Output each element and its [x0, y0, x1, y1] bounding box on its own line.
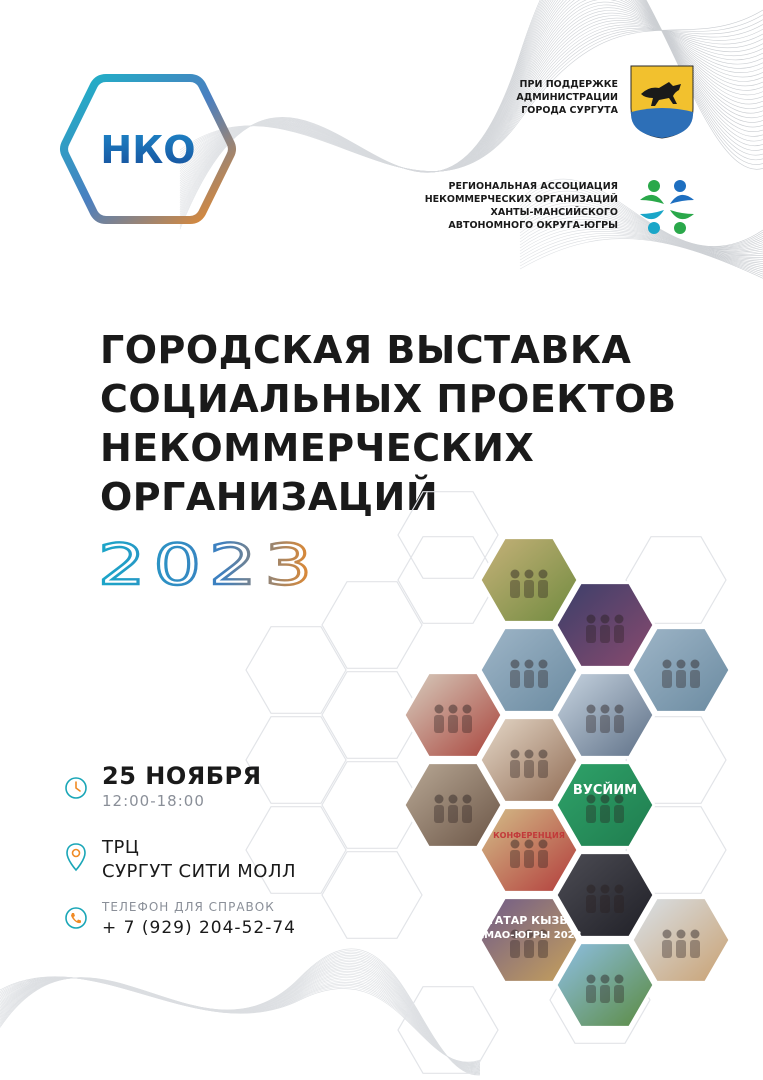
conference-banner-text: КОНФЕРЕНЦИЯ: [493, 831, 565, 840]
title-line: ОРГАНИЗАЦИЙ: [100, 475, 439, 519]
photo-figure: [615, 705, 624, 714]
hex-outline: [398, 492, 498, 579]
photo-figure: [600, 715, 610, 733]
photo-figure: [614, 715, 624, 733]
venue-line-1: ТРЦ: [102, 837, 140, 858]
photo-figure: [539, 840, 548, 849]
photo-figure: [587, 705, 596, 714]
photo-figure: [524, 850, 534, 868]
phone-icon: [64, 906, 88, 930]
photo-figure: [448, 715, 458, 733]
photo-figure: [524, 760, 534, 778]
photo-figure: [462, 715, 472, 733]
photo-figure: [525, 840, 534, 849]
photo-figure: [511, 660, 520, 669]
photo-figure: [539, 750, 548, 759]
photo-figure: [510, 760, 520, 778]
photo-figure: [539, 570, 548, 579]
photo-figure: [662, 670, 672, 688]
photo-figure: [524, 580, 534, 598]
photo-figure: [538, 670, 548, 688]
photo-figure: [538, 940, 548, 958]
photo-figure: [586, 715, 596, 733]
photo-figure: [434, 805, 444, 823]
phone-label: ТЕЛЕФОН ДЛЯ СПРАВОК: [102, 900, 275, 914]
photo-figure: [586, 625, 596, 643]
photo-figure: [538, 580, 548, 598]
support-line: ГОРОДА СУРГУТА: [521, 105, 618, 116]
event-time: 12:00-18:00: [102, 792, 205, 810]
nko-logo-text: НКО: [100, 128, 196, 172]
photo-figure: [663, 930, 672, 939]
contest-banner-subtext: ХМАО-ЮГРЫ 2023: [476, 930, 582, 941]
photo-figure: [449, 705, 458, 714]
photo-figure: [600, 895, 610, 913]
photo-figure: [586, 805, 596, 823]
photo-figure: [614, 985, 624, 1003]
association-line: РЕГИОНАЛЬНАЯ АССОЦИАЦИЯ: [448, 181, 618, 192]
photo-figure: [614, 625, 624, 643]
photo-figure: [463, 705, 472, 714]
photo-figure: [690, 940, 700, 958]
photo-figure: [690, 670, 700, 688]
photo-figure: [691, 930, 700, 939]
photo-figure: [448, 805, 458, 823]
photo-figure: [538, 760, 548, 778]
photo-figure: [601, 705, 610, 714]
contest-banner-text: ТАТАР КЫЗЫ: [487, 914, 571, 927]
photo-figure: [525, 660, 534, 669]
title-line: СОЦИАЛЬНЫХ ПРОЕКТОВ: [100, 377, 677, 421]
photo-figure: [614, 895, 624, 913]
location-pin-icon: [64, 842, 88, 872]
photo-figure: [600, 985, 610, 1003]
photo-figure: [449, 795, 458, 804]
photo-figure: [676, 670, 686, 688]
photo-figure: [676, 940, 686, 958]
photo-figure: [663, 660, 672, 669]
photo-figure: [462, 805, 472, 823]
photo-figure: [601, 975, 610, 984]
photo-figure: [601, 615, 610, 624]
photo-figure: [587, 885, 596, 894]
photo-figure: [463, 795, 472, 804]
photo-figure: [524, 670, 534, 688]
photo-figure: [586, 985, 596, 1003]
photo-figure: [539, 660, 548, 669]
association-line: НЕКОММЕРЧЕСКИХ ОРГАНИЗАЦИЙ: [424, 194, 618, 205]
year-text: 2023: [98, 536, 320, 596]
photo-figure: [601, 885, 610, 894]
photo-figure: [615, 885, 624, 894]
phone-number[interactable]: + 7 (929) 204-52-74: [102, 918, 296, 938]
photo-figure: [525, 750, 534, 759]
photo-figure: [691, 660, 700, 669]
photo-figure: [600, 805, 610, 823]
photo-figure: [435, 705, 444, 714]
title-line: ГОРОДСКАЯ ВЫСТАВКА: [100, 328, 632, 372]
photo-figure: [677, 930, 686, 939]
hex-outline: [398, 987, 498, 1074]
photo-figure: [510, 580, 520, 598]
venue-line-2: СУРГУТ СИТИ МОЛЛ: [102, 861, 297, 882]
support-line: АДМИНИСТРАЦИИ: [516, 92, 618, 103]
photo-figure: [510, 670, 520, 688]
photo-figure: [677, 660, 686, 669]
photo-figure: [587, 975, 596, 984]
photo-figure: [511, 840, 520, 849]
support-line: ПРИ ПОДДЕРЖКЕ: [519, 79, 618, 90]
photo-figure: [525, 570, 534, 579]
photo-figure: [510, 850, 520, 868]
association-line: АВТОНОМНОГО ОКРУГА-ЮГРЫ: [448, 220, 618, 231]
photo-figure: [524, 940, 534, 958]
photo-figure: [511, 750, 520, 759]
festival-banner-text: ВУСЙИМ: [572, 783, 638, 798]
photo-figure: [510, 940, 520, 958]
photo-figure: [587, 615, 596, 624]
photo-figure: [614, 805, 624, 823]
photo-figure: [662, 940, 672, 958]
clock-icon: [64, 776, 88, 800]
association-line: ХАНТЫ-МАНСИЙСКОГО: [490, 207, 618, 218]
title-line: НЕКОММЕРЧЕСКИХ: [100, 426, 535, 470]
photo-figure: [435, 795, 444, 804]
photo-figure: [615, 975, 624, 984]
event-date: 25 НОЯБРЯ: [102, 762, 262, 790]
photo-figure: [600, 625, 610, 643]
photo-figure: [586, 895, 596, 913]
photo-figure: [615, 615, 624, 624]
photo-figure: [434, 715, 444, 733]
photo-figure: [538, 850, 548, 868]
photo-figure: [511, 570, 520, 579]
